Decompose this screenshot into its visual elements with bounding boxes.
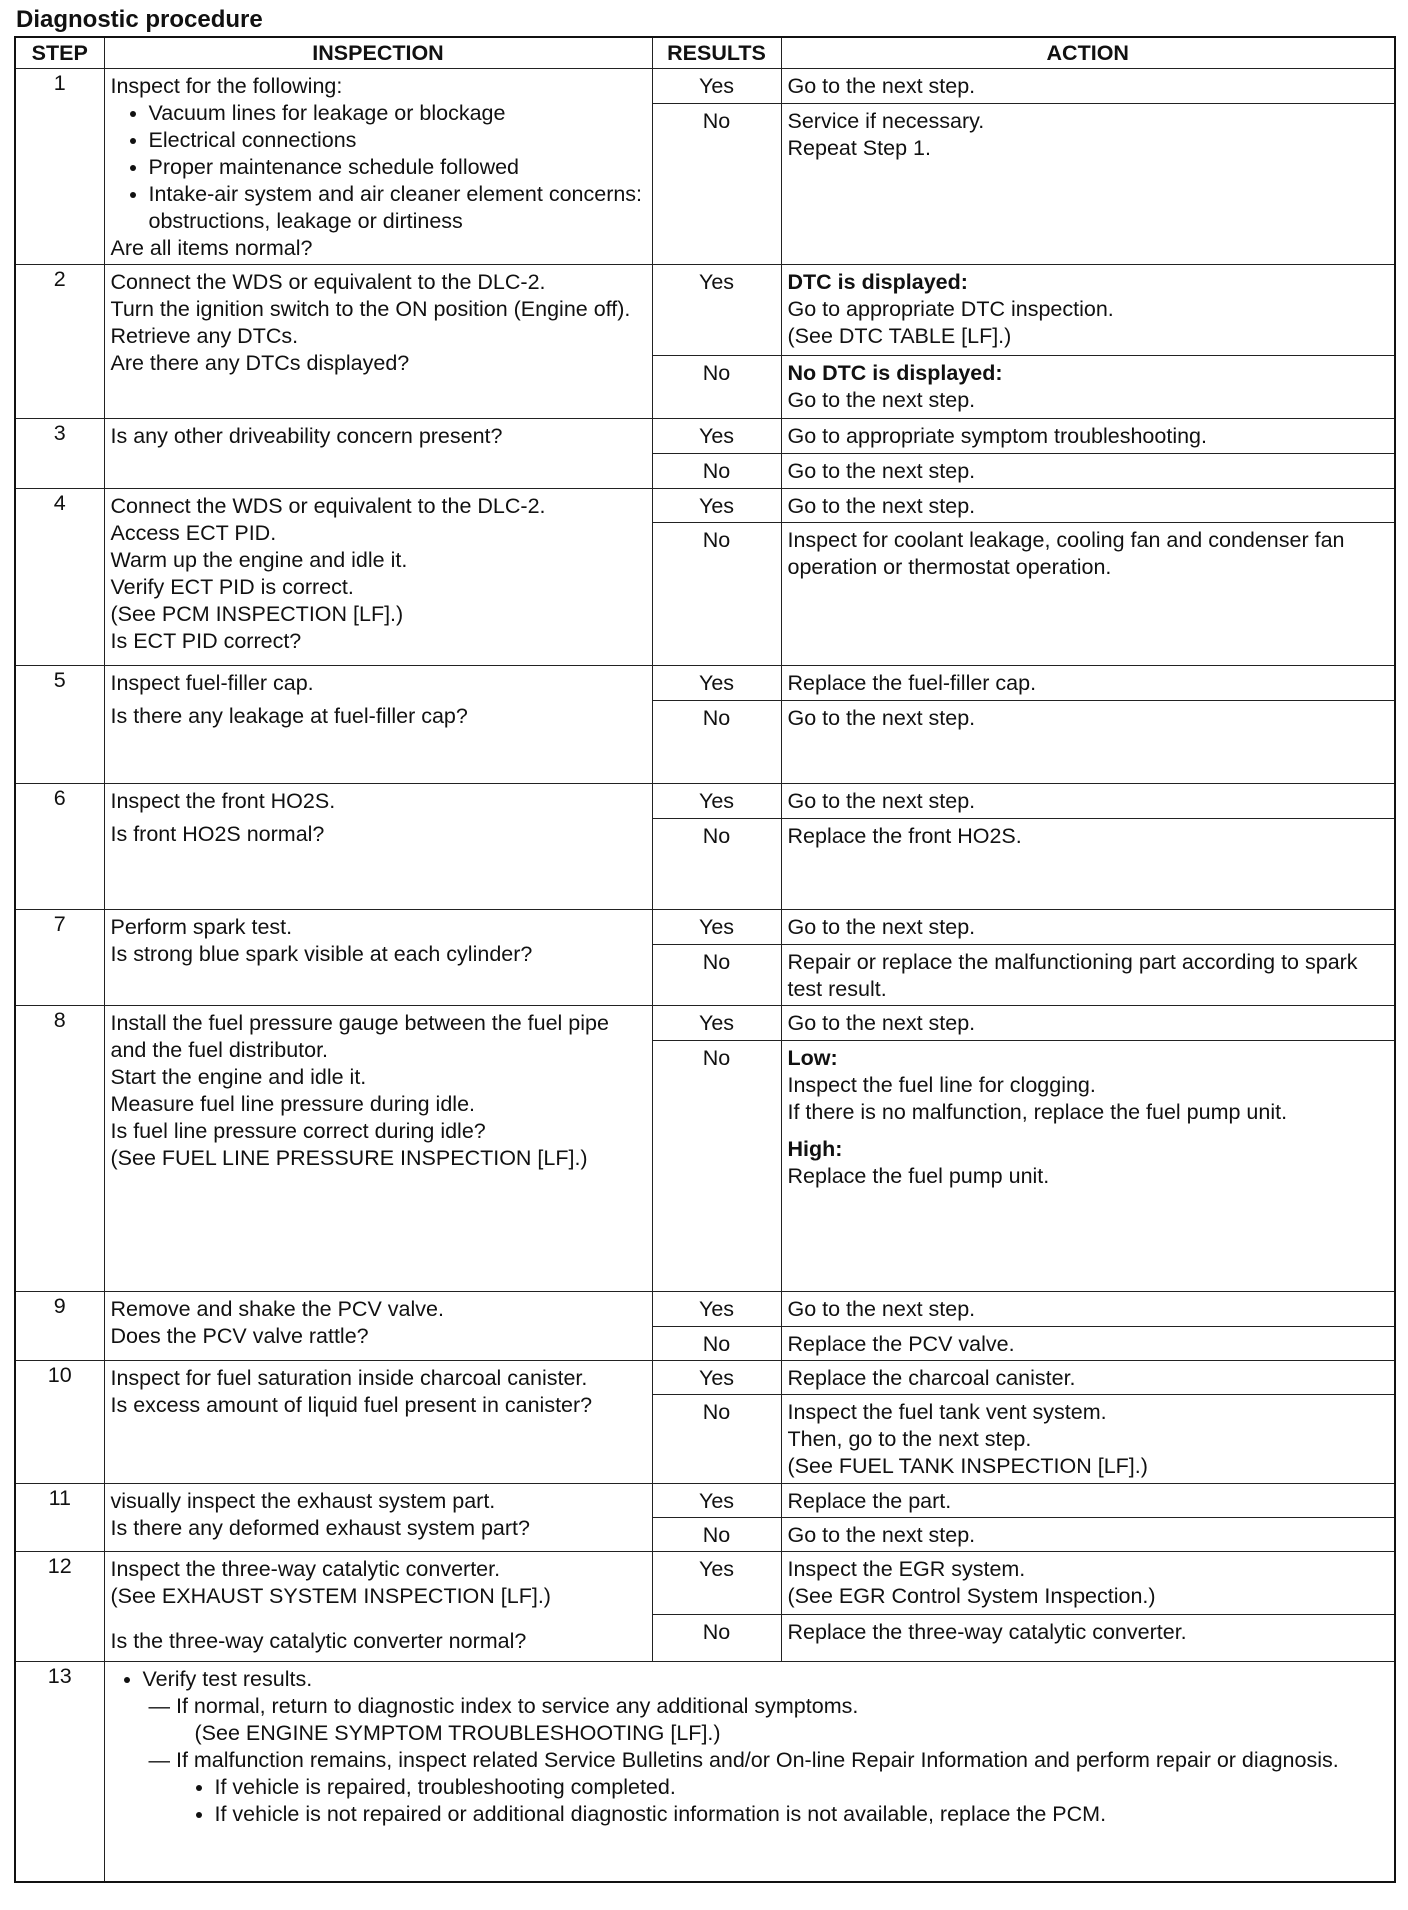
step-8-line: Start the engine and idle it.: [110, 1065, 367, 1089]
step-11-yes: Yes: [652, 1484, 781, 1518]
step-1-yes-row: [15, 69, 1395, 104]
step-13-verify: • Verify test results.: [143, 1666, 1389, 1693]
step-8-low-line: Inspect the fuel line for clogging.: [787, 1073, 1096, 1097]
step-10-inspection: [104, 1361, 652, 1484]
step-7-line: Is strong blue spark visible at each cylinder?: [110, 942, 533, 966]
step-11-yes-action: Replace the part.: [781, 1484, 1395, 1518]
step-3-yes: Yes: [652, 419, 781, 454]
step-8-yes: Yes: [652, 1006, 781, 1041]
step-12-no: No: [652, 1615, 781, 1662]
step-3-number: 3: [15, 419, 104, 489]
step-13-dash-line: — If normal, return to diagnostic index to service any additional symptoms.: [148, 1694, 859, 1718]
step-7-yes: Yes: [652, 910, 781, 945]
step-11-line: visually inspect the exhaust system part.: [110, 1489, 496, 1513]
step-6-no: No: [652, 819, 781, 910]
step-2-line: Retrieve any DTCs.: [110, 324, 299, 348]
step-4-line: (See PCM INSPECTION [LF].): [110, 602, 404, 626]
step-12-line: (See EXHAUST SYSTEM INSPECTION [LF].): [110, 1584, 551, 1608]
step-2-yes-heading: DTC is displayed:: [787, 270, 968, 294]
step-1-no-action-line: Repeat Step 1.: [787, 135, 931, 160]
step-1-yes-action: Go to the next step.: [781, 69, 1395, 104]
step-10-yes: Yes: [652, 1361, 781, 1395]
step-4-no: No: [652, 523, 781, 666]
step-6-inspection: [104, 784, 652, 910]
step-13-sub-bullet: • If vehicle is not repaired or additional diagnostic information is not available, replace the PCM.: [215, 1801, 1389, 1828]
step-6-yes-row: [15, 784, 1395, 819]
step-13-content: [104, 1662, 1395, 1883]
step-13-reference: (See ENGINE SYMPTOM TROUBLESHOOTING [LF].): [194, 1721, 721, 1745]
step-8-yes-action: Go to the next step.: [781, 1006, 1395, 1041]
step-10-no: No: [652, 1395, 781, 1484]
step-1-bullet: • Electrical connections: [149, 127, 646, 154]
step-3-inspection: Is any other driveability concern present?: [104, 419, 652, 489]
step-12-no-action: Replace the three-way catalytic converter.: [781, 1615, 1395, 1662]
step-11-inspection: [104, 1484, 652, 1552]
step-10-yes-row: [15, 1361, 1395, 1395]
step-12-yes-action: [781, 1552, 1395, 1615]
step-12-yes-row: [15, 1552, 1395, 1615]
step-12-number: 12: [15, 1552, 104, 1662]
step-7-no-action: Repair or replace the malfunctioning part according to spark test result.: [781, 945, 1395, 1006]
step-8-low-line: If there is no malfunction, replace the fuel pump unit.: [787, 1100, 1288, 1124]
step-12-yes-line: (See EGR Control System Inspection.): [787, 1584, 1156, 1608]
step-2-no-heading: No DTC is displayed:: [787, 361, 1003, 385]
step-7-inspection: [104, 910, 652, 1006]
step-1-no: No: [652, 103, 781, 264]
step-8-line: Is fuel line pressure correct during idle?: [110, 1119, 486, 1143]
step-3-no-action: Go to the next step.: [781, 454, 1395, 489]
header-action: ACTION: [781, 37, 1395, 69]
step-13-dash-line: — If malfunction remains, inspect related Service Bulletins and/or On-line Repair Information and perform repair or diagnosis.: [148, 1748, 1339, 1772]
step-9-line: Remove and shake the PCV valve.: [110, 1297, 444, 1321]
step-8-yes-row: [15, 1006, 1395, 1041]
step-3-no: No: [652, 454, 781, 489]
step-4-line: Is ECT PID correct?: [110, 629, 302, 653]
step-10-number: 10: [15, 1361, 104, 1484]
step-5-inspection: [104, 666, 652, 784]
step-3-yes-action: Go to appropriate symptom troubleshooting.: [781, 419, 1395, 454]
step-1-no-action: [781, 103, 1395, 264]
step-6-yes-action: Go to the next step.: [781, 784, 1395, 819]
step-13-row: [15, 1662, 1395, 1883]
step-4-yes-action: Go to the next step.: [781, 489, 1395, 523]
step-10-line: Inspect for fuel saturation inside charcoal canister.: [110, 1366, 588, 1390]
step-10-no-line: (See FUEL TANK INSPECTION [LF].): [787, 1454, 1148, 1478]
step-5-number: 5: [15, 666, 104, 784]
step-1-bullet: • Intake-air system and air cleaner element concerns: obstructions, leakage or dirtiness: [149, 181, 646, 235]
step-1-number: 1: [15, 69, 104, 265]
step-8-low-heading: Low:: [787, 1046, 838, 1070]
step-2-yes-line: (See DTC TABLE [LF].): [787, 324, 1012, 348]
step-7-yes-action: Go to the next step.: [781, 910, 1395, 945]
step-3-yes-row: [15, 419, 1395, 454]
step-2-yes-action: [781, 265, 1395, 356]
step-9-line: Does the PCV valve rattle?: [110, 1324, 369, 1348]
step-4-line: Warm up the engine and idle it.: [110, 548, 408, 572]
step-9-inspection: [104, 1292, 652, 1361]
header-inspection: INSPECTION: [104, 37, 652, 69]
step-4-inspection: [104, 489, 652, 666]
step-5-yes-action: Replace the fuel-filler cap.: [781, 666, 1395, 701]
diagnostic-table: [14, 36, 1396, 1883]
step-8-inspection: [104, 1006, 652, 1292]
step-11-no: No: [652, 1518, 781, 1552]
step-11-number: 11: [15, 1484, 104, 1552]
step-9-no-action: Replace the PCV valve.: [781, 1327, 1395, 1361]
document: [14, 4, 1394, 1883]
step-9-number: 9: [15, 1292, 104, 1361]
step-10-no-line: Inspect the fuel tank vent system.: [787, 1400, 1107, 1424]
step-1-question: Are all items normal?: [110, 236, 313, 260]
step-4-line: Access ECT PID.: [110, 521, 277, 545]
step-1-yes: Yes: [652, 69, 781, 104]
step-13-number: 13: [15, 1662, 104, 1883]
step-1-lead: Inspect for the following:: [110, 74, 343, 98]
step-1-bullet: • Vacuum lines for leakage or blockage: [149, 100, 646, 127]
step-2-yes-row: [15, 265, 1395, 356]
step-4-yes: Yes: [652, 489, 781, 523]
step-7-no: No: [652, 945, 781, 1006]
step-5-yes: Yes: [652, 666, 781, 701]
step-6-line: Is front HO2S normal?: [110, 822, 325, 846]
step-2-no-action: [781, 356, 1395, 419]
step-4-line: Verify ECT PID is correct.: [110, 575, 354, 599]
step-10-line: Is excess amount of liquid fuel present in canister?: [110, 1393, 593, 1417]
step-2-line: Turn the ignition switch to the ON position (Engine off).: [110, 297, 631, 321]
step-1-no-action-line: Service if necessary.: [787, 108, 985, 133]
step-12-line: Is the three-way catalytic converter normal?: [110, 1629, 527, 1653]
step-7-number: 7: [15, 910, 104, 1006]
step-10-yes-action: Replace the charcoal canister.: [781, 1361, 1395, 1395]
step-2-no: No: [652, 356, 781, 419]
step-5-no: No: [652, 701, 781, 784]
step-12-line: Inspect the three-way catalytic converter.: [110, 1557, 501, 1581]
step-11-line: Is there any deformed exhaust system part?: [110, 1516, 530, 1540]
step-6-no-action: Replace the front HO2S.: [781, 819, 1395, 910]
step-8-high-heading: High:: [787, 1137, 843, 1161]
step-6-line: Inspect the front HO2S.: [110, 789, 336, 813]
step-8-no: No: [652, 1041, 781, 1292]
step-9-no: No: [652, 1327, 781, 1361]
step-8-line: Install the fuel pressure gauge between the fuel pipe and the fuel distributor.: [110, 1011, 609, 1062]
step-11-no-action: Go to the next step.: [781, 1518, 1395, 1552]
step-2-line: Are there any DTCs displayed?: [110, 351, 410, 375]
step-9-yes: Yes: [652, 1292, 781, 1327]
step-5-no-action: Go to the next step.: [781, 701, 1395, 784]
header-results: RESULTS: [652, 37, 781, 69]
step-9-yes-row: [15, 1292, 1395, 1327]
step-4-no-action: Inspect for coolant leakage, cooling fan and condenser fan operation or thermostat operation.: [781, 523, 1395, 666]
step-6-number: 6: [15, 784, 104, 910]
step-5-line: Is there any leakage at fuel-filler cap?: [110, 704, 468, 728]
step-10-no-line: Then, go to the next step.: [787, 1427, 1032, 1451]
step-2-yes-line: Go to appropriate DTC inspection.: [787, 297, 1114, 321]
step-4-line: Connect the WDS or equivalent to the DLC-2.: [110, 494, 546, 518]
step-5-line: Inspect fuel-filler cap.: [110, 671, 314, 695]
step-7-yes-row: [15, 910, 1395, 945]
step-2-inspection: [104, 265, 652, 419]
step-1-inspection: [104, 69, 652, 265]
header-step: STEP: [15, 37, 104, 69]
step-7-line: Perform spark test.: [110, 915, 293, 939]
step-8-line: Measure fuel line pressure during idle.: [110, 1092, 476, 1116]
step-1-bullet: • Proper maintenance schedule followed: [149, 154, 646, 181]
step-9-yes-action: Go to the next step.: [781, 1292, 1395, 1327]
step-2-number: 2: [15, 265, 104, 419]
step-8-high-line: Replace the fuel pump unit.: [787, 1164, 1050, 1188]
step-6-yes: Yes: [652, 784, 781, 819]
step-12-yes: Yes: [652, 1552, 781, 1615]
step-12-inspection: [104, 1552, 652, 1662]
step-8-line: (See FUEL LINE PRESSURE INSPECTION [LF].): [110, 1146, 588, 1170]
step-8-number: 8: [15, 1006, 104, 1292]
step-2-no-line: Go to the next step.: [787, 388, 976, 412]
step-12-yes-line: Inspect the EGR system.: [787, 1557, 1026, 1581]
step-13-sub-bullet: • If vehicle is repaired, troubleshooting completed.: [215, 1774, 1389, 1801]
header-row: [15, 37, 1395, 69]
step-2-line: Connect the WDS or equivalent to the DLC-2.: [110, 270, 546, 294]
step-2-yes: Yes: [652, 265, 781, 356]
step-8-no-action: [781, 1041, 1395, 1292]
page-title: Diagnostic procedure: [16, 6, 263, 33]
step-4-yes-row: [15, 489, 1395, 523]
step-5-yes-row: [15, 666, 1395, 701]
step-10-no-action: [781, 1395, 1395, 1484]
step-4-number: 4: [15, 489, 104, 666]
step-11-yes-row: [15, 1484, 1395, 1518]
